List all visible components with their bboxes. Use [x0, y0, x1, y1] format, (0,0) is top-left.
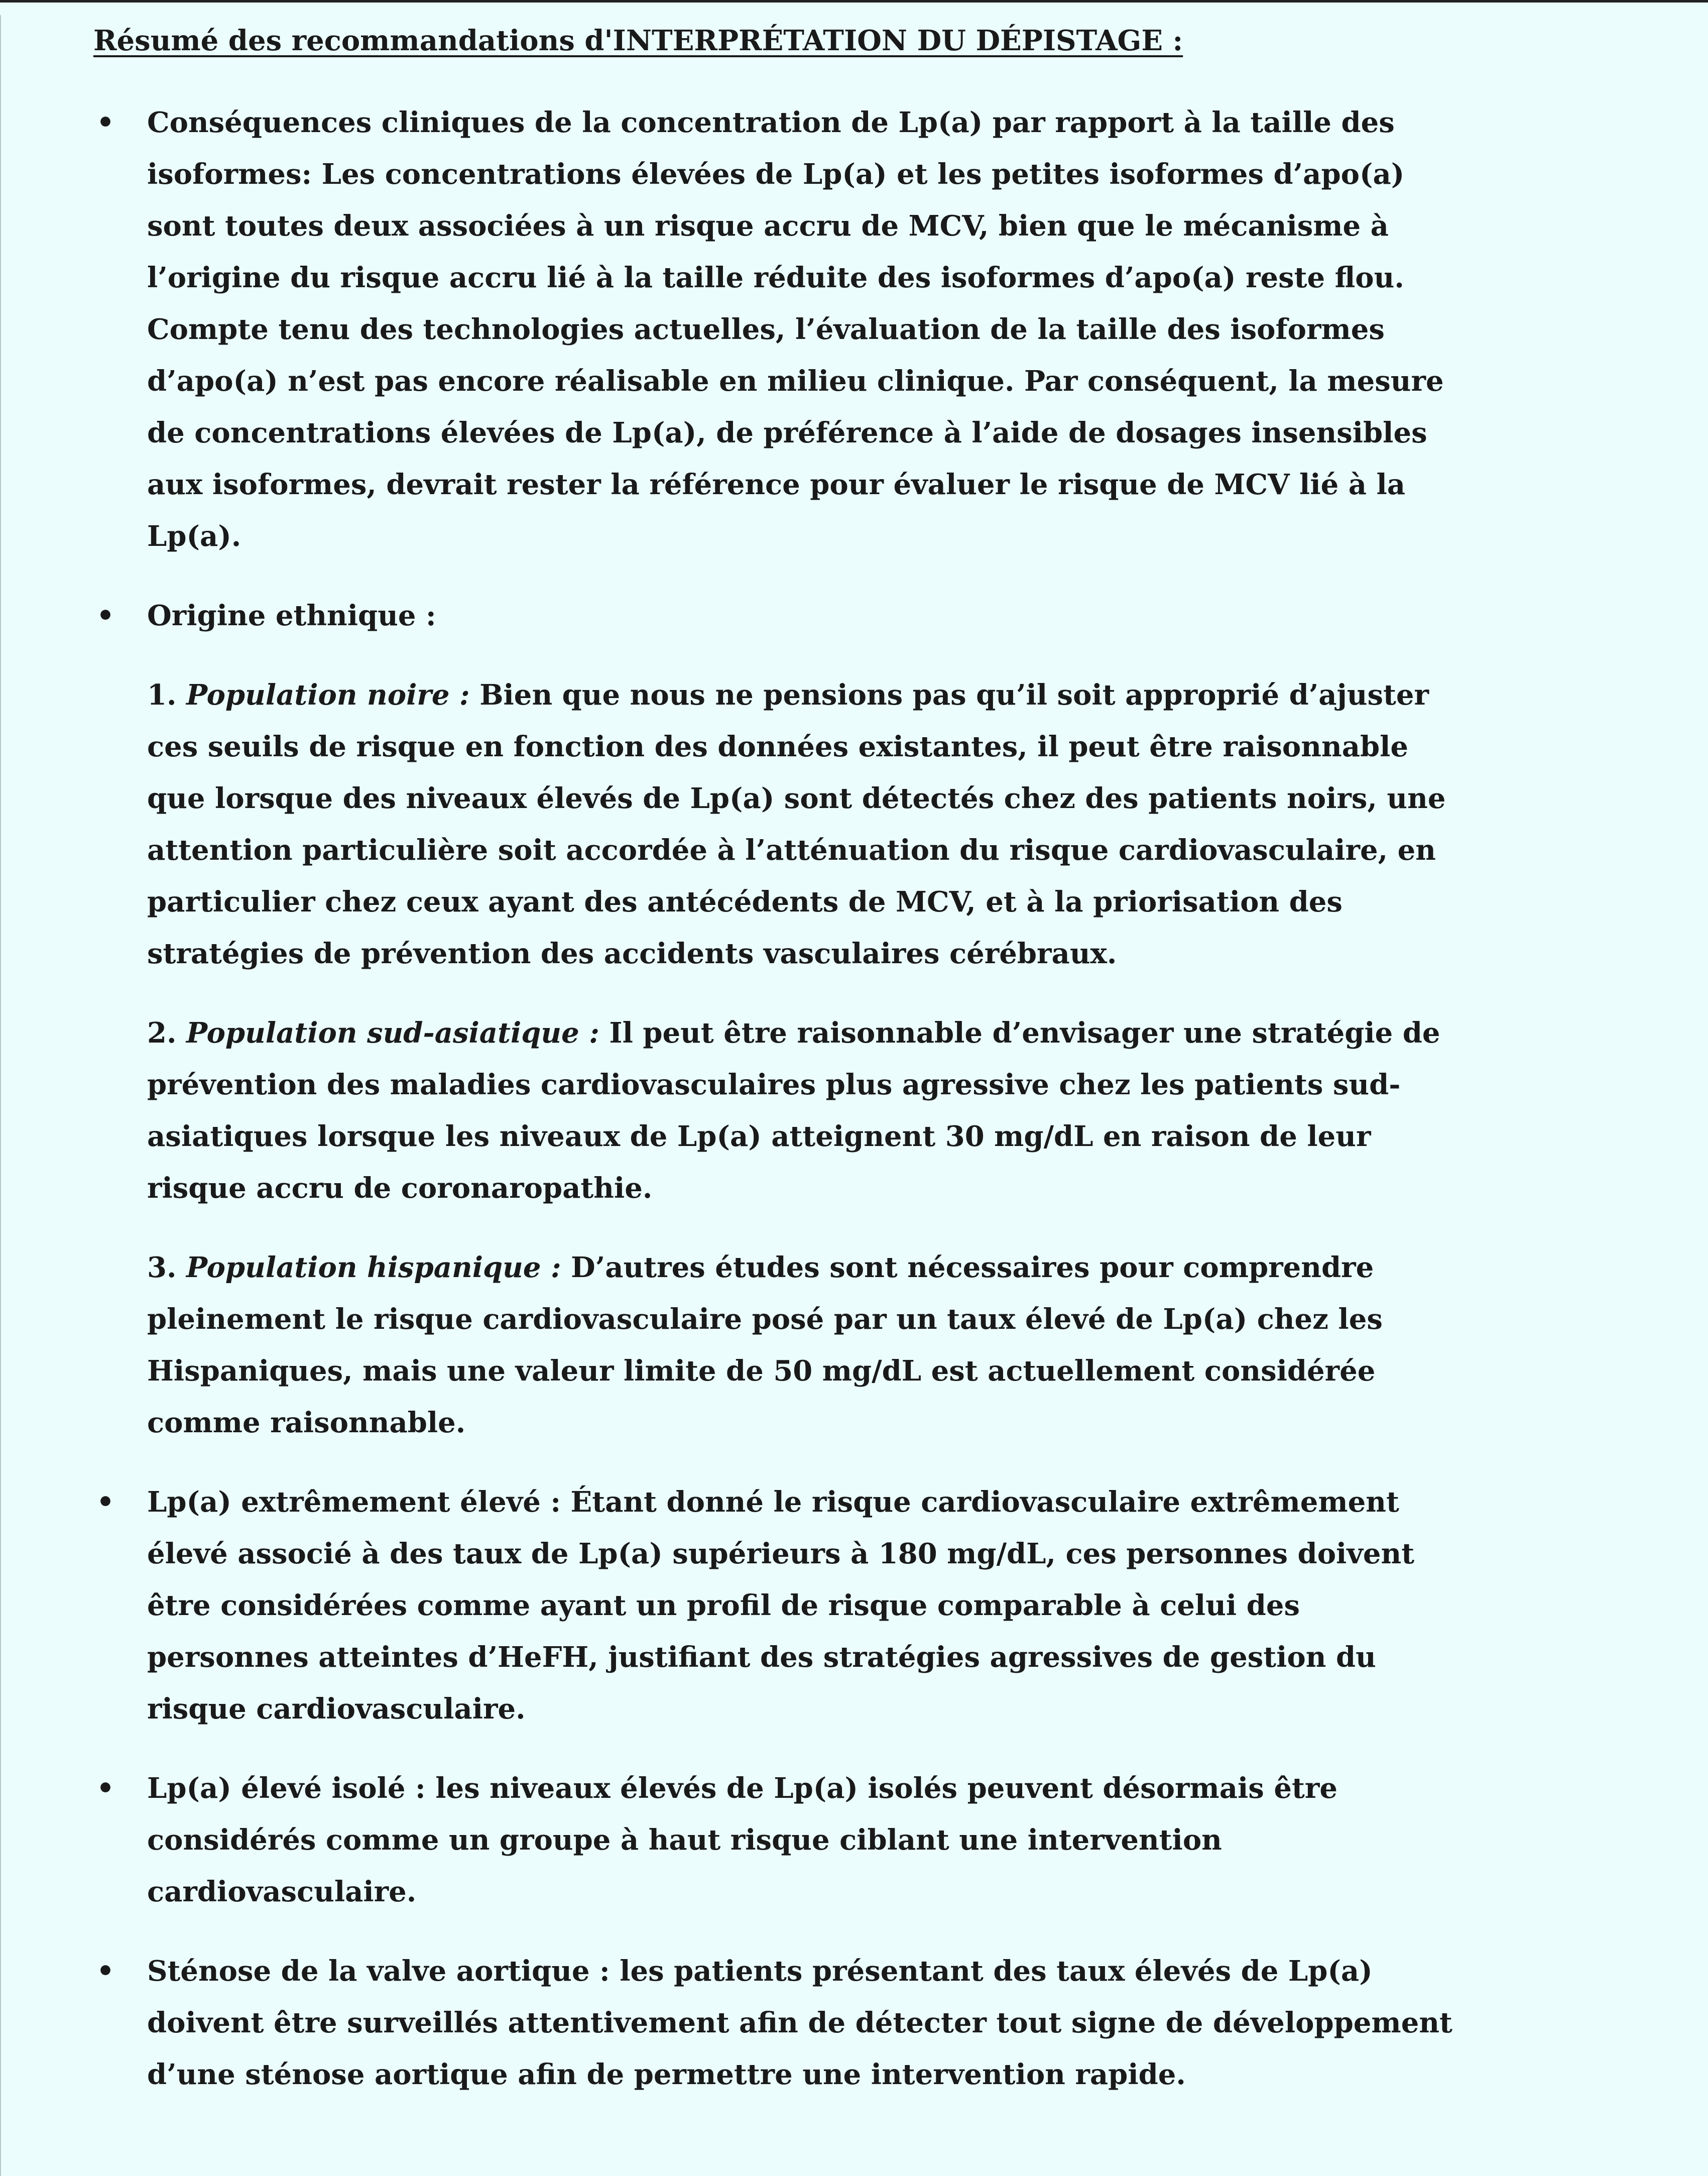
- list-item: [93, 590, 1464, 1449]
- bullet-icon: •: [96, 106, 114, 139]
- bullet-icon: •: [96, 1955, 114, 1988]
- list-item-text: Lp(a) extrêmement élevé : Étant donné le risque cardiovasculaire extrêmement élevé associé à des taux de Lp(a) supérieurs à 180 mg/dL, ces personnes doivent être considérées comme ayant un profil de risque comparable à celui des personnes atteintes d’HeFH, justifiant des stratégies agressives de gestion du risque cardiovasculaire.: [147, 1485, 1415, 1726]
- list-item: [93, 1763, 1464, 1918]
- sub-item-number: 1.: [147, 678, 177, 712]
- list-item: [93, 1476, 1464, 1735]
- recommendations-list: [93, 97, 1464, 2101]
- sub-item-label: Population hispanique :: [186, 1251, 561, 1284]
- sub-item-text: Bien que nous ne pensions pas qu’il soit approprié d’ajuster ces seuils de risque en fonction des données existantes, il peut être raisonnable que lorsque des niveaux élevés de Lp(a) sont détectés chez des patients noirs, une attention particulière soit accordée à l’atténuation du risque cardiovasculaire, en particulier chez ceux ayant des antécédents de MCV, et à la priorisation des stratégies de prévention des accidents vasculaires cérébraux.: [147, 678, 1446, 970]
- sub-item-text: D’autres études sont nécessaires pour comprendre pleinement le risque cardiovasculaire posé par un taux élevé de Lp(a) chez les Hispaniques, mais une valeur limite de 50 mg/dL est actuellement considérée comme raisonnable.: [147, 1251, 1383, 1439]
- sub-item-text: Il peut être raisonnable d’envisager une stratégie de prévention des maladies cardiovasculaires plus agressive chez les patients sud-asiatiques lorsque les niveaux de Lp(a) atteignent 30 mg/dL en raison de leur risque accru de coronaropathie.: [147, 1016, 1440, 1205]
- sub-item-number: 3.: [147, 1251, 177, 1284]
- sub-item-hispanic-population: [147, 1242, 1464, 1449]
- list-item: [93, 1945, 1464, 2101]
- bullet-icon: •: [96, 1772, 114, 1805]
- list-item-text: Sténose de la valve aortique : les patients présentant des taux élevés de Lp(a) doivent être surveillés attentivement afin de détecter tout signe de développement d’une sténose aortique afin de permettre une intervention rapide.: [147, 1955, 1452, 2091]
- section-heading: Résumé des recommandations d'INTERPRÉTATION DU DÉPISTAGE :: [93, 24, 1183, 57]
- top-rule: [0, 0, 1708, 3]
- sub-item-south-asian-population: [147, 1007, 1464, 1214]
- sub-item-label: Population noire :: [186, 678, 470, 712]
- list-item-text: Lp(a) élevé isolé : les niveaux élevés de Lp(a) isolés peuvent désormais être considérés comme un groupe à haut risque ciblant une intervention cardiovasculaire.: [147, 1772, 1337, 1908]
- document-content: [93, 15, 1464, 2101]
- sub-item-label: Population sud-asiatique :: [186, 1016, 599, 1050]
- list-item-text: Origine ethnique :: [147, 599, 436, 632]
- bullet-icon: •: [96, 1485, 114, 1519]
- sub-item-black-population: [147, 669, 1464, 980]
- list-item-text: Conséquences cliniques de la concentration de Lp(a) par rapport à la taille des isoformes: Les concentrations élevées de Lp(a) et les petites isoformes d’apo(a) sont toutes deux associées à un risque accru de MCV, bien que le mécanisme à l’origine du risque accru lié à la taille réduite des isoformes d’apo(a) reste flou. Compte tenu des technologies actuelles, l’évaluation de la taille des isoformes d’apo(a) n’est pas encore réalisable en milieu clinique. Par conséquent, la mesure de concentrations élevées de Lp(a), de préférence à l’aide de dosages insensibles aux isoformes, devrait rester la référence pour évaluer le risque de MCV lié à la Lp(a).: [147, 106, 1444, 553]
- bullet-icon: •: [96, 599, 114, 632]
- sub-item-number: 2.: [147, 1016, 177, 1050]
- list-item: [93, 97, 1464, 562]
